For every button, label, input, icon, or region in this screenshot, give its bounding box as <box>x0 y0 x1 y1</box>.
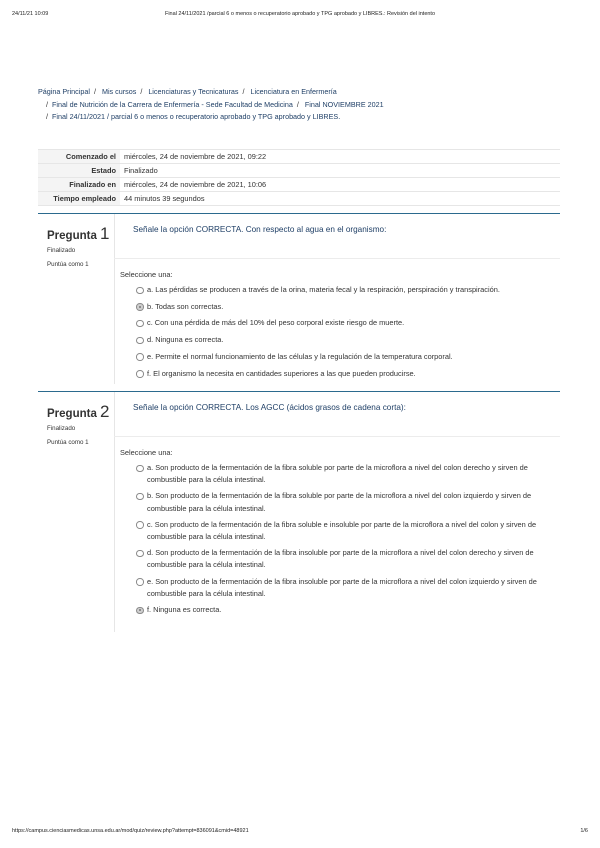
question-2 <box>38 391 560 632</box>
answer-options <box>136 284 556 380</box>
answer-option[interactable]: f. Ninguna es correcta. <box>136 604 556 616</box>
summary-value: miércoles, 24 de noviembre de 2021, 09:22 <box>120 150 560 164</box>
radio-button[interactable] <box>136 550 144 558</box>
radio-button[interactable] <box>136 320 144 328</box>
attempt-summary-table <box>38 149 560 206</box>
question-1 <box>38 213 560 384</box>
radio-button[interactable] <box>136 521 144 529</box>
summary-value: Finalizado <box>120 164 560 178</box>
answer-option[interactable]: d. Son producto de la fermentación de la fibra insoluble por parte de la microflora a nivel del colon derecho y sirven de combustible para la célula intestinal. <box>136 547 556 571</box>
breadcrumb-line-1: Página Principal / Mis cursos / Licenciaturas y Tecnicaturas / Licenciatura en Enfermería <box>38 87 337 96</box>
summary-row <box>38 178 560 192</box>
radio-button-selected[interactable] <box>136 303 144 311</box>
question-divider <box>114 258 560 259</box>
question-number: Pregunta 2 <box>47 402 110 421</box>
question-text: Señale la opción CORRECTA. Los AGCC (ácidos grasos de cadena corta): <box>133 403 406 412</box>
question-divider <box>114 436 560 437</box>
answer-option[interactable]: c. Con una pérdida de más del 10% del peso corporal existe riesgo de muerte. <box>136 317 556 329</box>
answer-option[interactable]: a. Las pérdidas se producen a través de la orina, materia fecal y la respiración, perspiración y transpiración. <box>136 284 556 296</box>
radio-button[interactable] <box>136 493 144 501</box>
answer-option[interactable]: b. Todas son correctas. <box>136 301 556 313</box>
summary-label: Finalizado en <box>38 178 120 192</box>
radio-button[interactable] <box>136 465 144 473</box>
question-info <box>38 214 115 384</box>
radio-button[interactable] <box>136 337 144 345</box>
radio-button-selected[interactable] <box>136 607 144 615</box>
question-state: Finalizado <box>47 425 76 432</box>
breadcrumb-enfermeria[interactable]: Licenciatura en Enfermería <box>250 87 337 96</box>
summary-label: Tiempo empleado <box>38 192 120 206</box>
question-info <box>38 392 115 632</box>
breadcrumb-licenciaturas[interactable]: Licenciaturas y Tecnicaturas <box>148 87 239 96</box>
print-header <box>12 11 588 21</box>
radio-button[interactable] <box>136 353 144 361</box>
answer-option[interactable]: a. Son producto de la fermentación de la fibra soluble por parte de la microflora a nivel del colon derecho y sirven de combustible para la célula intestinal. <box>136 462 556 486</box>
radio-button[interactable] <box>136 287 144 295</box>
question-state: Finalizado <box>47 247 76 254</box>
breadcrumb <box>38 86 558 124</box>
summary-row <box>38 192 560 206</box>
answer-options <box>136 462 556 616</box>
breadcrumb-quiz[interactable]: Final 24/11/2021 / parcial 6 o menos o recuperatorio aprobado y TPG aprobado y LIBRES. <box>52 112 341 122</box>
answer-option[interactable]: d. Ninguna es correcta. <box>136 334 556 346</box>
question-text: Señale la opción CORRECTA. Con respecto al agua en el organismo: <box>133 225 387 234</box>
summary-row <box>38 164 560 178</box>
print-url: https://campus.cienciasmedicas.unsa.edu.ar/mod/quiz/review.php?attempt=836091&cmid=48921 <box>12 828 249 834</box>
question-number: Pregunta 1 <box>47 224 110 243</box>
answer-option[interactable]: e. Permite el normal funcionamiento de las células y la regulación de la temperatura corporal. <box>136 351 556 363</box>
answer-option[interactable]: c. Son producto de la fermentación de la fibra soluble e insoluble por parte de la microflora a nivel del colon y sirven de combustible para la célula intestinal. <box>136 519 556 543</box>
breadcrumb-section[interactable]: Final NOVIEMBRE 2021 <box>304 99 384 109</box>
summary-value: miércoles, 24 de noviembre de 2021, 10:06 <box>120 178 560 192</box>
radio-button[interactable] <box>136 370 144 378</box>
print-page-number: 1/6 <box>580 828 588 834</box>
summary-value: 44 minutos 39 segundos <box>120 192 560 206</box>
question-mark: Puntúa como 1 <box>47 260 89 268</box>
print-date: 24/11/21 10:09 <box>12 11 49 17</box>
print-title: Final 24/11/2021 /parcial 6 o menos o recuperatorio aprobado y TPG aprobado y LIBRES.: Revisión del intento <box>164 11 436 17</box>
answer-prompt: Seleccione una: <box>120 270 173 279</box>
breadcrumb-my-courses[interactable]: Mis cursos <box>101 87 137 96</box>
answer-option[interactable]: e. Son producto de la fermentación de la fibra insoluble por parte de la microflora a nivel del colon izquierdo y sirven de combustible para la célula intestinal. <box>136 576 556 600</box>
answer-option[interactable]: b. Son producto de la fermentación de la fibra soluble por parte de la microflora a nivel del colon izquierdo y sirven de combustible para la célula intestinal. <box>136 490 556 514</box>
radio-button[interactable] <box>136 578 144 586</box>
breadcrumb-line-3: / Final 24/11/2021 / parcial 6 o menos o recuperatorio aprobado y TPG aprobado y LIBRES. <box>46 112 341 122</box>
summary-label: Comenzado el <box>38 150 120 164</box>
question-mark: Puntúa como 1 <box>47 438 89 446</box>
breadcrumb-course[interactable]: Final de Nutrición de la Carrera de Enfermería - Sede Facultad de Medicina <box>52 99 293 109</box>
answer-prompt: Seleccione una: <box>120 448 173 457</box>
breadcrumb-home[interactable]: Página Principal <box>38 87 90 96</box>
breadcrumb-line-2: / Final de Nutrición de la Carrera de Enfermería - Sede Facultad de Medicina / Final NOVIEMBRE 2021 <box>46 99 384 109</box>
print-footer <box>12 828 588 838</box>
summary-row <box>38 150 560 164</box>
answer-option[interactable]: f. El organismo la necesita en cantidades superiores a las que pueden producirse. <box>136 368 556 380</box>
summary-label: Estado <box>38 164 120 178</box>
